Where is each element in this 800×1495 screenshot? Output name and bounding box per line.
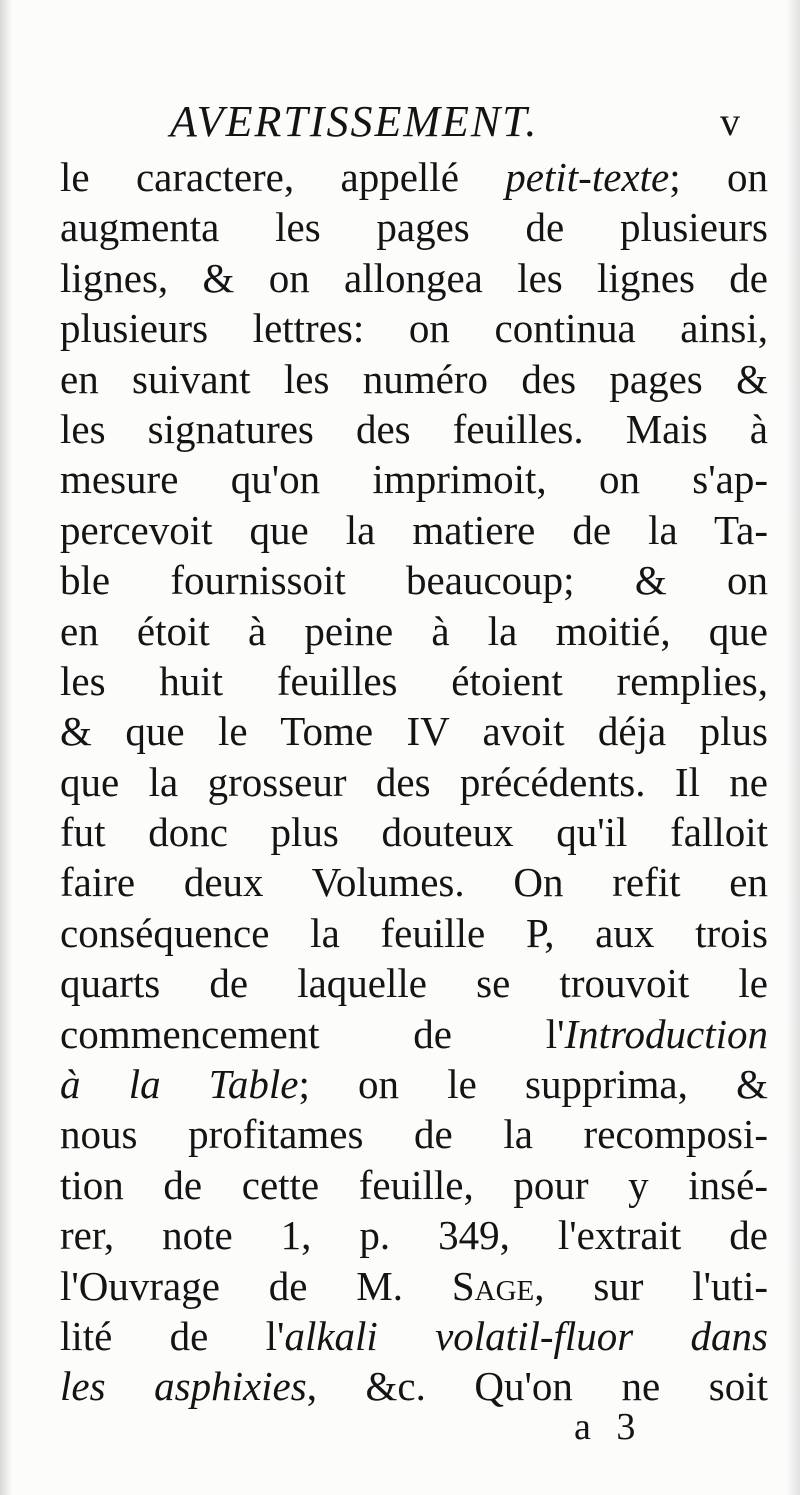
text-segment: Sage: [451, 1262, 535, 1309]
text-line: [60, 706, 768, 756]
text-line: [60, 606, 768, 656]
text-segment: commencement de l': [60, 1010, 565, 1057]
text-segment: ble fournissoit beaucoup; & on: [60, 557, 768, 604]
text-segment: lignes, & on allongea les lignes de: [60, 254, 768, 301]
text-line: [60, 656, 768, 706]
body-text: [60, 152, 768, 1412]
text-segment: à la Table: [60, 1061, 299, 1108]
text-segment: mesure qu'on imprimoit, on s'ap-: [60, 456, 768, 503]
text-segment: que la grosseur des précédents. Il ne: [60, 758, 768, 805]
text-line: [60, 807, 768, 857]
text-line: [60, 555, 768, 605]
signature-mark: a 3: [574, 1406, 644, 1448]
text-line: [60, 1009, 768, 1059]
text-line: [60, 958, 768, 1008]
text-segment: percevoit que la matiere de la Ta-: [60, 506, 768, 553]
text-segment: les huit feuilles étoient remplies,: [60, 657, 768, 704]
text-segment: le caractere, appellé: [60, 154, 506, 200]
page-number: v: [720, 99, 740, 144]
text-segment: l'Ouvrage de M.: [60, 1262, 452, 1309]
text-line: [60, 1059, 768, 1109]
text-line: [60, 354, 768, 404]
text-segment: alkali volatil-fluor dans: [284, 1312, 768, 1359]
text-line: [60, 505, 768, 555]
text-segment: & que le Tome IV avoit déja plus: [60, 708, 768, 755]
text-segment: les signatures des feuilles. Mais à: [60, 405, 768, 452]
text-segment: augmenta les pages de plusieurs: [60, 204, 768, 251]
text-line: [60, 857, 768, 907]
text-line: [60, 404, 768, 454]
text-line: [60, 1261, 768, 1311]
text-segment: Introduction: [564, 1010, 768, 1057]
text-segment: faire deux Volumes. On refit en: [60, 859, 768, 906]
text-segment: , &c. Qu'on ne soit: [306, 1363, 768, 1410]
text-line: [60, 1109, 768, 1159]
text-segment: lité de l': [60, 1312, 285, 1359]
text-line: [60, 1311, 768, 1361]
text-segment: en suivant les numéro des pages &: [60, 355, 768, 402]
text-segment: les asphixies: [60, 1363, 307, 1410]
text-segment: conséquence la feuille P, aux trois: [60, 909, 768, 956]
text-segment: quarts de laquelle se trouvoit le: [60, 960, 768, 1007]
text-line: [60, 454, 768, 504]
page-header: [0, 92, 800, 152]
text-segment: ; on: [669, 154, 768, 200]
text-segment: fut donc plus douteux qu'il falloit: [60, 809, 768, 856]
text-line: [60, 1160, 768, 1210]
text-segment: petit-texte: [505, 154, 670, 200]
text-line: [60, 1361, 768, 1411]
text-segment: ; on le supprima, &: [298, 1061, 768, 1108]
text-line: [60, 152, 768, 202]
text-line: [60, 1210, 768, 1260]
text-line: [60, 303, 768, 353]
text-line: [60, 253, 768, 303]
text-line: [60, 757, 768, 807]
text-line: [60, 908, 768, 958]
text-segment: , sur l'uti-: [534, 1262, 768, 1309]
running-head: AVERTISSEMENT.: [170, 97, 539, 146]
text-segment: tion de cette feuille, pour y insé-: [60, 1161, 768, 1208]
text-segment: plusieurs lettres: on continua ainsi,: [60, 305, 768, 352]
page-edge-shadow: [786, 0, 800, 1495]
text-segment: nous profitames de la recomposi-: [60, 1111, 768, 1158]
page-gutter-shadow: [0, 0, 12, 1495]
text-segment: en étoit à peine à la moitié, que: [60, 607, 768, 654]
text-segment: rer, note 1, p. 349, l'extrait de: [60, 1212, 768, 1259]
text-line: [60, 202, 768, 252]
